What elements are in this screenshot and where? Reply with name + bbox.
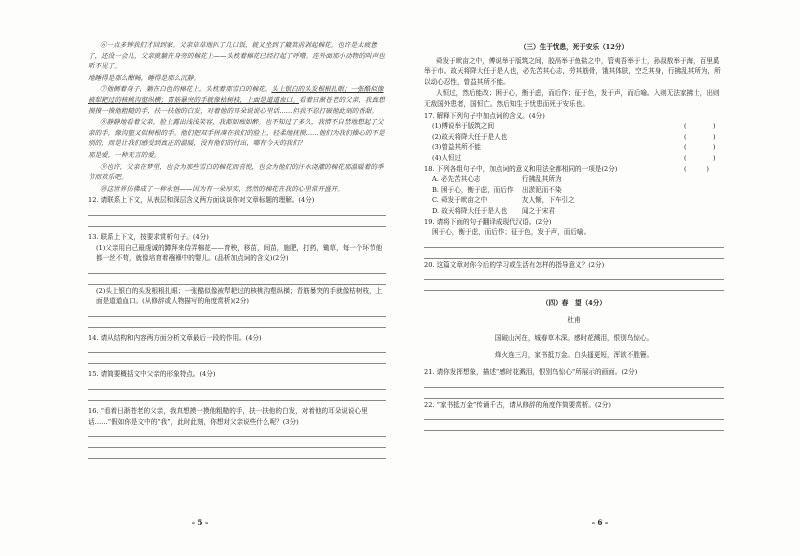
answer-line[interactable]: [88, 427, 386, 437]
question-18: 18. 下列各组句子中，加点词的意义和用法全都相同的一项是(2分) ( ): [424, 164, 709, 173]
answer-line[interactable]: [88, 449, 386, 459]
question-17: 17. 解释下列句子中加点词的含义。(4分): [424, 111, 545, 120]
question-14: 14. 请从结构和内容两方面分析文章最后一段的作用。(4分): [88, 333, 262, 342]
poem-line-1: 国破山河在，城春草木深。感时花溅泪，恨别鸟惊心。: [494, 333, 654, 342]
question-20: 20. 这篇文章对你今后的学习或生活有怎样的指导意义？(2分): [424, 260, 605, 269]
answer-line[interactable]: [88, 354, 386, 364]
answer-line[interactable]: [88, 391, 386, 401]
answer-line[interactable]: [424, 270, 724, 280]
q17-item: (2)故天将降大任于是人也 ( ): [432, 132, 716, 141]
q18-option-d[interactable]: D. 故天将降大任于是人也 闻之于宋君: [432, 206, 555, 215]
question-13: 13. 联系上下文，按要求赏析句子。(4分): [88, 232, 209, 241]
section-3-title: （三）生于忧患，死于安乐（12分）: [519, 43, 629, 51]
poem-line-2: 烽火连三月，家书抵万金。白头搔更短，浑欲不胜簪。: [494, 350, 654, 359]
left-column: [88, 40, 386, 460]
question-19-text: 困于心，衡于虑，而后作；征于色，发于声，而后喻。: [432, 228, 591, 237]
answer-line[interactable]: [88, 217, 386, 227]
answer-line[interactable]: [88, 380, 386, 390]
q18-option-c[interactable]: C. 舜发于畎亩之中 友人惭，下车引之: [432, 196, 575, 205]
answer-line[interactable]: [88, 307, 386, 317]
paragraph-10: ⑩这世界仿佛成了一种永恒——因为有一朵厚实，然然的棉花在我的心里常开盛开。: [100, 184, 344, 193]
answer-line[interactable]: [424, 410, 724, 420]
answer-line[interactable]: [88, 206, 386, 216]
page-number-left: – 5 –: [191, 518, 209, 527]
q18-option-a[interactable]: A. 必先苦其心志 行拂乱其所为: [432, 175, 562, 184]
answer-line[interactable]: [88, 264, 386, 274]
answer-line[interactable]: [88, 343, 386, 353]
answer-line[interactable]: [88, 275, 386, 285]
question-13-2: (2)头上银白的头发根根扎眼；一张酷似像被犁耙过的核桃沟壑纵横；青筋暴突的手就像枯树枝，上面是道道血口。(从修辞或人物描写的角度赏析)(2分): [96, 286, 383, 306]
right-column: [424, 40, 724, 432]
q17-item: (1)傅说举于版筑之间 ( ): [432, 122, 716, 131]
answer-line[interactable]: [424, 421, 724, 431]
answer-line[interactable]: [88, 318, 386, 328]
answer-line[interactable]: [424, 389, 724, 399]
answer-line[interactable]: [424, 281, 724, 291]
page-number-right: – 6 –: [591, 518, 609, 527]
paragraph-7: [88, 84, 386, 116]
paragraph-7-end: 看着日渐苍老的父亲，我真想摸摸一摸他粗糙的手，扶一扶他的白发，对着他的耳朵说说心里话……但我不忍打破他此刻的香甜。: [88, 95, 385, 115]
paragraph-8-cont: 那是爱，一种无言的爱。: [88, 150, 161, 159]
answer-line[interactable]: [424, 378, 724, 388]
paragraph-7-start: ⑦他侧着身子，躺在白色的棉花上，头枕着那雪白的棉花。: [100, 85, 272, 94]
paragraph-7-underlined: 头上银白的头发根根扎眼；一张酷似像被犁耙过的核桃沟壑纵横；青筋暴突的手就像枯树枝，上面是道道血口。: [88, 85, 384, 104]
section-4-title: （四）春 望（4分）: [542, 299, 606, 308]
question-15: 15. 请简要概括文中父亲的形象特点。(4分): [88, 370, 216, 379]
answer-line[interactable]: [88, 438, 386, 448]
q17-item: (3)曾益其所不能 ( ): [432, 143, 716, 152]
paragraph-8: ⑧静静地看着父亲，脸上露出浅浅笑容，我都如痴如醉。也不知过了多久，我情不自禁地想起了父亲的手，像沟壑又似树根的手。他们把双手拼凑在我们的脸上，轻柔地抚摸……他们为我们操心的不是别的，而是让我们感受到真正的温暖，没有他们的付出，哪有今天的我们？: [88, 118, 385, 148]
paragraph-9: ⑨也许，父亲在梦里，也会为那些雪白的棉花而喜悦，也会为他们的汗水浇灌的棉花那温暖着的季节而欢乐吧。: [88, 162, 384, 182]
classical-text-2: 人恒过，然后能改；困于心，衡于虑，而后作；征于色，发于声，而后喻。入则无法家拂士，出则无敌国外患者，国恒亡。然后知生于忧患而死于安乐也。: [424, 89, 720, 108]
question-13-1: (1)父亲用自己最虔诚的蹲拜来侍弄棉花——育秧，移苗，间苗，施肥，打药，锄草，每一个环节他都一丝不苟，就像培育着襁褓中的婴儿。(品析加点词的含义)(2分): [96, 243, 383, 263]
question-21: 21. 请你发挥想象，描述“感时花溅泪，恨别鸟惊心”所展示的画面。(2分): [424, 368, 638, 377]
question-19: 19. 请将下面的句子翻译成现代汉语。(2分): [424, 217, 552, 226]
answer-line[interactable]: [424, 238, 724, 248]
question-22: 22. “家书抵万金”传诵千古，请从修辞的角度作简要赏析。(2分): [424, 400, 611, 409]
classical-text-1: 舜发于畎亩之中，傅说举于版筑之间，胶鬲举于鱼盐之中，管夷吾举于士，孙叔敖举于海，百里奚举于市。故天将降大任于是人也，必先苦其心志，劳其筋骨，饿其体肤，空乏其身，行拂乱其所为，所以动心忍性，曾益其所不能。: [424, 56, 721, 86]
poem-author: 杜甫: [567, 316, 581, 325]
paragraph-6: ⑥一点多钟我们才回到家。父亲草草地扒了几口饭，就又坐到了簸箕前剥起棉花。也许是太疲惫了，还没一会儿，父亲就躺在身旁的棉花上——头枕着棉花已经打起了呼噜。连外面那小动物的叫声也听不见了。: [88, 41, 385, 71]
answer-line[interactable]: [424, 249, 724, 259]
right-page: [400, 0, 800, 556]
question-12: 12. 请联系上下文，从表层和深层含义两方面谈谈你对文章标题的理解。(4分): [88, 196, 315, 205]
question-16: 16. “看着日渐苍老的父亲，我真想摸一摸他粗糙的手，扶一扶他的白发，对着他的耳朵说说心里话……”假如你是文中的“我”，此时此刻，你想对父亲说些什么呢？(3分): [88, 407, 368, 426]
q17-item: (4)人恒过 ( ): [432, 153, 716, 162]
q18-option-b[interactable]: B. 困于心，衡于虑，而后作 出淤泥而不染: [432, 185, 562, 194]
paragraph-6-cont: 地睡得是那么酣畅，睡得是那么沉静。: [88, 73, 201, 82]
